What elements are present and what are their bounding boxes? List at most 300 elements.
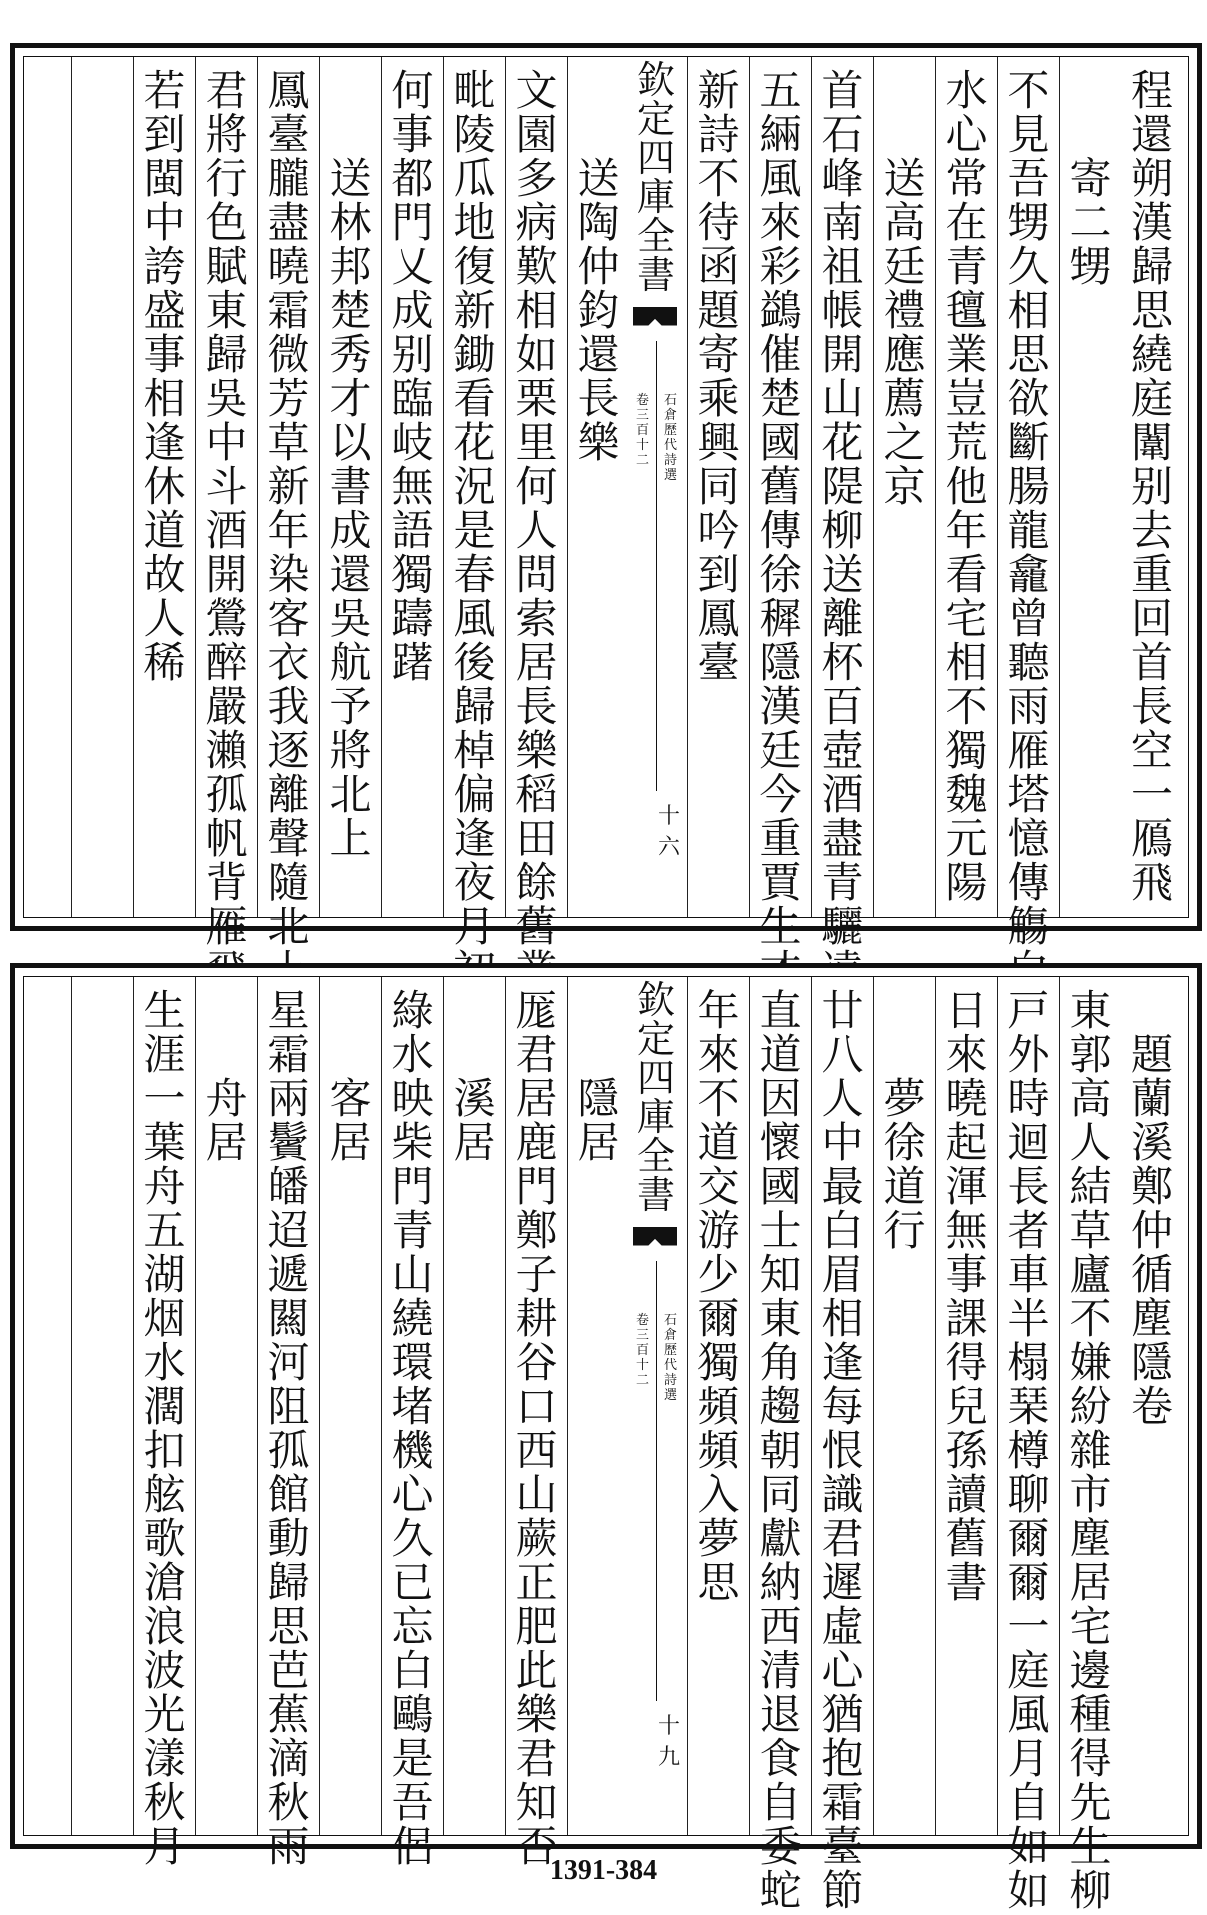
glyph: 朝 [759, 1426, 802, 1475]
glyph: 孫 [945, 1426, 988, 1475]
glyph: 北 [329, 770, 372, 819]
glyph: 氊 [945, 286, 988, 335]
band-title [627, 58, 685, 297]
poem-title [1059, 57, 1121, 917]
glyph: 薦 [883, 374, 926, 423]
glyph: 東 [759, 1294, 802, 1343]
glyph: 游 [697, 1206, 740, 1255]
glyph: 乂 [391, 242, 434, 291]
glyph: 相 [515, 286, 558, 335]
glyph: 背 [205, 858, 248, 907]
glyph: 谷 [515, 1338, 558, 1387]
glyph: 高 [883, 198, 926, 247]
glyph: 逢 [453, 814, 496, 863]
glyph: 定 [636, 1017, 675, 1061]
glyph: 滴 [267, 1734, 310, 1783]
glyph: 三 [635, 1328, 649, 1343]
glyph: 興 [697, 418, 740, 467]
glyph: 舊 [945, 1514, 988, 1563]
glyph: 高 [1069, 1074, 1112, 1123]
glyph: 偏 [453, 770, 496, 819]
glyph: 栗 [515, 374, 558, 423]
glyph: 予 [329, 682, 372, 731]
text-column [257, 977, 319, 1871]
glyph: 市 [1069, 1470, 1112, 1519]
glyph: 稀 [143, 638, 186, 687]
glyph: 來 [759, 198, 802, 247]
glyph: 遲 [821, 1558, 864, 1607]
glyph: 獨 [697, 1338, 740, 1387]
glyph: 寄 [1069, 154, 1112, 203]
glyph: 塵 [1069, 1514, 1112, 1563]
glyph: 去 [1130, 506, 1173, 555]
leaf-number: 十九 [657, 1714, 680, 1770]
glyph: 懷 [759, 1118, 802, 1167]
glyph: 歸 [453, 682, 496, 731]
glyph: 書 [329, 462, 372, 511]
glyph: 居 [515, 638, 558, 687]
glyph: 蕨 [515, 1514, 558, 1563]
glyph: 園 [515, 110, 558, 159]
glyph: 荒 [945, 418, 988, 467]
glyph: 涯 [143, 1030, 186, 1079]
glyph: 來 [945, 1030, 988, 1079]
glyph: 元 [945, 814, 988, 863]
glyph: 舊 [515, 902, 558, 951]
glyph: 蘭 [1130, 1074, 1173, 1123]
glyph: 爾 [697, 1294, 740, 1343]
glyph: 回 [1130, 594, 1173, 643]
glyph: 草 [267, 418, 310, 467]
glyph: 半 [1007, 1294, 1050, 1343]
glyph: 動 [267, 1514, 310, 1563]
glyph: 别 [1130, 462, 1173, 511]
glyph: 草 [1069, 1206, 1112, 1255]
glyph: 相 [945, 638, 988, 687]
glyph: 代 [663, 438, 677, 453]
glyph: 甥 [1069, 242, 1112, 291]
glyph: 别 [391, 330, 434, 379]
glyph: 闈 [1130, 418, 1173, 467]
book-title [663, 1313, 678, 1403]
glyph: 四 [636, 136, 675, 180]
glyph: 白 [391, 1646, 434, 1695]
glyph: 成 [329, 506, 372, 555]
glyph: 書 [636, 1173, 675, 1217]
glyph: 上 [329, 814, 372, 863]
glyph: 風 [759, 154, 802, 203]
glyph: 國 [759, 1162, 802, 1211]
glyph: 繞 [391, 1294, 434, 1343]
glyph: 同 [697, 462, 740, 511]
glyph: 題 [1130, 1030, 1173, 1079]
glyph: 卷 [1130, 1382, 1173, 1431]
text-column [811, 57, 873, 951]
glyph: 漾 [143, 1734, 186, 1783]
glyph: 索 [515, 594, 558, 643]
glyph: 在 [945, 198, 988, 247]
glyph: 以 [329, 418, 372, 467]
glyph: 清 [759, 1646, 802, 1695]
glyph: 月 [453, 902, 496, 951]
glyph: 歷 [663, 423, 677, 438]
glyph: 舷 [143, 1470, 186, 1519]
text-column [381, 57, 443, 917]
glyph: 青 [391, 1206, 434, 1255]
glyph: 如 [515, 330, 558, 379]
glyph: 溪 [1130, 1118, 1173, 1167]
glyph: 開 [205, 550, 248, 599]
glyph: 稻 [515, 770, 558, 819]
glyph: 久 [1007, 242, 1050, 291]
glyph: 傳 [1007, 858, 1050, 907]
glyph: 士 [759, 1206, 802, 1255]
glyph: 業 [945, 330, 988, 379]
glyph: 休 [143, 462, 186, 511]
glyph: 送 [329, 154, 372, 203]
empty-column [71, 57, 133, 917]
glyph: 林 [329, 198, 372, 247]
glyph: 函 [697, 242, 740, 291]
glyph: 逢 [143, 418, 186, 467]
glyph: 倉 [663, 408, 677, 423]
glyph: 者 [1007, 1206, 1050, 1255]
glyph: 車 [1007, 1250, 1050, 1299]
glyph: 君 [821, 1514, 864, 1563]
glyph: 兒 [945, 1382, 988, 1431]
text-column [935, 977, 997, 1835]
glyph: 因 [759, 1074, 802, 1123]
glyph: 事 [391, 110, 434, 159]
glyph: 航 [329, 638, 372, 687]
glyph: 陵 [453, 110, 496, 159]
poem-title [1121, 977, 1183, 1835]
glyph: 恨 [821, 1426, 864, 1475]
glyph: 循 [1130, 1250, 1173, 1299]
glyph: 重 [1130, 550, 1173, 599]
glyph: 帳 [821, 286, 864, 335]
glyph: 十 [635, 438, 649, 453]
glyph: 百 [821, 682, 864, 731]
glyph: 日 [945, 986, 988, 1035]
text-column [257, 57, 319, 951]
glyph: 憶 [1007, 814, 1050, 863]
glyph: 帆 [205, 814, 248, 863]
glyph: 地 [453, 198, 496, 247]
text-column [811, 977, 873, 1915]
glyph: 詩 [697, 110, 740, 159]
glyph: 吳 [205, 374, 248, 423]
glyph: 思 [697, 1558, 740, 1607]
glyph: 杯 [821, 638, 864, 687]
glyph: 霜 [821, 1778, 864, 1827]
glyph: 雨 [1007, 682, 1050, 731]
text-column [997, 57, 1059, 951]
glyph: 書 [636, 253, 675, 297]
glyph: 穉 [759, 594, 802, 643]
glyph: 已 [391, 1558, 434, 1607]
glyph: 雨 [267, 1822, 310, 1871]
glyph: 秋 [143, 1778, 186, 1827]
glyph: 心 [945, 110, 988, 159]
glyph: 曾 [1007, 594, 1050, 643]
glyph: 染 [267, 550, 310, 599]
glyph: 相 [1007, 286, 1050, 335]
glyph: 三 [635, 408, 649, 423]
glyph: 酒 [821, 770, 864, 819]
glyph: 柳 [1069, 1866, 1112, 1915]
glyph: 居 [329, 1118, 372, 1167]
glyph: 虛 [821, 1602, 864, 1651]
glyph: 送 [821, 550, 864, 599]
glyph: 將 [329, 726, 372, 775]
glyph: 歸 [267, 1558, 310, 1607]
glyph: 徐 [759, 550, 802, 599]
poem-title [443, 977, 505, 1835]
glyph: 滄 [143, 1558, 186, 1607]
glyph: 得 [945, 1338, 988, 1387]
glyph: 久 [391, 1514, 434, 1563]
poem-title [319, 57, 381, 917]
glyph: 酒 [205, 506, 248, 555]
glyph: 起 [945, 1118, 988, 1167]
glyph: 花 [821, 418, 864, 467]
glyph: 國 [759, 418, 802, 467]
glyph: 道 [143, 506, 186, 555]
glyph: 委 [759, 1822, 802, 1871]
glyph: 樂 [577, 418, 620, 467]
glyph: 雜 [1069, 1426, 1112, 1475]
text-column [1121, 57, 1183, 917]
glyph: 來 [697, 1030, 740, 1079]
center-band [627, 977, 685, 1835]
glyph: 否 [515, 1822, 558, 1871]
leaf-number: 十六 [657, 804, 680, 860]
glyph: 全 [636, 1134, 675, 1178]
glyph: 一 [1007, 1602, 1050, 1651]
glyph: 選 [663, 468, 677, 483]
glyph: 樂 [515, 726, 558, 775]
glyph: 詩 [663, 1373, 677, 1388]
glyph: 鳳 [267, 66, 310, 115]
glyph: 廷 [883, 242, 926, 291]
folio-number: 1391-384 [549, 1855, 658, 1886]
glyph: 東 [1069, 986, 1112, 1035]
empty-column [71, 977, 133, 1835]
glyph: 中 [143, 198, 186, 247]
glyph: 嚴 [205, 682, 248, 731]
glyph: 心 [391, 1470, 434, 1519]
glyph: 仲 [1130, 1206, 1173, 1255]
glyph: 若 [143, 66, 186, 115]
glyph: 文 [515, 66, 558, 115]
glyph: 如 [1007, 1866, 1050, 1915]
glyph: 欽 [636, 58, 675, 102]
glyph: 知 [515, 1778, 558, 1827]
glyph: 納 [759, 1558, 802, 1607]
glyph: 迢 [267, 1206, 310, 1255]
glyph: 浪 [143, 1602, 186, 1651]
glyph: 臨 [391, 374, 434, 423]
glyph: 何 [391, 66, 434, 115]
glyph: 鄭 [515, 1206, 558, 1255]
glyph: 舊 [759, 462, 802, 511]
glyph: 肥 [515, 1602, 558, 1651]
glyph: 聲 [267, 814, 310, 863]
glyph: 十 [635, 1358, 649, 1373]
glyph: 皤 [267, 1162, 310, 1211]
volume-number [635, 393, 650, 468]
glyph: 退 [759, 1690, 802, 1739]
glyph: 應 [883, 330, 926, 379]
glyph: 長 [1130, 682, 1173, 731]
glyph: 讀 [945, 1470, 988, 1519]
glyph: 都 [391, 154, 434, 203]
glyph: 無 [945, 1206, 988, 1255]
glyph: 曉 [945, 1074, 988, 1123]
glyph: 柴 [391, 1118, 434, 1167]
glyph: 新 [267, 462, 310, 511]
glyph: 陽 [945, 858, 988, 907]
glyph: 夜 [453, 858, 496, 907]
glyph: 問 [515, 550, 558, 599]
glyph: 正 [515, 1558, 558, 1607]
text-column [1059, 977, 1121, 1915]
glyph: 首 [821, 66, 864, 115]
glyph: 吳 [329, 594, 372, 643]
glyph: 蛇 [759, 1866, 802, 1915]
glyph: 常 [945, 154, 988, 203]
glyph: 他 [945, 462, 988, 511]
glyph: 山 [515, 1470, 558, 1519]
glyph: 夢 [883, 1074, 926, 1123]
glyph: 里 [515, 418, 558, 467]
glyph: 禮 [883, 286, 926, 335]
glyph: 賈 [759, 858, 802, 907]
glyph: 居 [205, 1118, 248, 1167]
glyph: 離 [821, 594, 864, 643]
glyph: 二 [1069, 198, 1112, 247]
glyph: 盛 [143, 286, 186, 335]
glyph: 鋤 [453, 330, 496, 379]
glyph: 柳 [821, 506, 864, 555]
glyph: 傳 [759, 506, 802, 555]
glyph: 長 [577, 374, 620, 423]
glyph: 京 [883, 462, 926, 511]
glyph: 我 [267, 682, 310, 731]
glyph: 每 [821, 1382, 864, 1431]
glyph: 直 [759, 986, 802, 1035]
glyph: 獨 [391, 550, 434, 599]
glyph: 斷 [1007, 418, 1050, 467]
glyph: 隄 [821, 462, 864, 511]
glyph: 百 [635, 1343, 649, 1358]
glyph: 人 [1069, 1118, 1112, 1167]
glyph: 還 [1130, 110, 1173, 159]
glyph: 送 [883, 154, 926, 203]
glyph: 塔 [1007, 770, 1050, 819]
glyph: 爾 [1007, 1514, 1050, 1563]
glyph: 何 [515, 462, 558, 511]
glyph: 光 [143, 1690, 186, 1739]
glyph: 欲 [1007, 374, 1050, 423]
glyph: 霜 [267, 286, 310, 335]
glyph: 鈞 [577, 286, 620, 335]
glyph: 外 [1007, 1030, 1050, 1079]
glyph: 堵 [391, 1382, 434, 1431]
fish-tail-mark [633, 307, 677, 341]
glyph: 相 [143, 374, 186, 423]
glyph: 雁 [205, 902, 248, 951]
glyph: 仲 [577, 242, 620, 291]
glyph: 賦 [205, 242, 248, 291]
glyph: 南 [821, 198, 864, 247]
glyph: 北 [267, 902, 310, 951]
glyph: 思 [267, 1602, 310, 1651]
glyph: 五 [143, 1206, 186, 1255]
text-column [749, 57, 811, 951]
glyph: 客 [329, 1074, 372, 1123]
glyph: 頻 [697, 1426, 740, 1475]
glyph: 猶 [821, 1690, 864, 1739]
glyph: 庫 [636, 1095, 675, 1139]
glyph: 漢 [759, 682, 802, 731]
glyph: 事 [945, 1250, 988, 1299]
glyph: 年 [267, 506, 310, 555]
text-column [687, 977, 749, 1835]
glyph: 石 [663, 393, 677, 408]
glyph: 闗 [267, 1294, 310, 1343]
glyph: 多 [515, 154, 558, 203]
glyph: 衣 [267, 638, 310, 687]
glyph: 飛 [1130, 858, 1173, 907]
text-column [505, 977, 567, 1871]
glyph: 行 [205, 154, 248, 203]
glyph: 眉 [821, 1250, 864, 1299]
glyph: 庭 [1007, 1646, 1050, 1695]
glyph: 閩 [143, 154, 186, 203]
glyph: 獨 [945, 726, 988, 775]
glyph: 青 [821, 858, 864, 907]
glyph: 歷 [663, 1343, 677, 1358]
glyph: 豈 [945, 374, 988, 423]
glyph: 毗 [453, 66, 496, 115]
glyph: 先 [1069, 1778, 1112, 1827]
glyph: 不 [697, 1074, 740, 1123]
glyph: 定 [636, 97, 675, 141]
glyph: 庭 [1130, 374, 1173, 423]
glyph: 水 [945, 66, 988, 115]
volume-number [635, 1313, 650, 1388]
glyph: 抱 [821, 1734, 864, 1783]
glyph: 芳 [267, 374, 310, 423]
glyph: 卷 [635, 1313, 649, 1328]
glyph: 誇 [143, 242, 186, 291]
glyph: 空 [1130, 726, 1173, 775]
glyph: 鬢 [267, 1118, 310, 1167]
text-column [505, 57, 567, 951]
text-column [133, 977, 195, 1871]
glyph: 郭 [1069, 1030, 1112, 1079]
text-column [381, 977, 443, 1871]
glyph: 龕 [1007, 550, 1050, 599]
glyph: 還 [329, 550, 372, 599]
glyph: 乘 [697, 374, 740, 423]
glyph: 樽 [1007, 1426, 1050, 1475]
glyph: 秋 [267, 1778, 310, 1827]
glyph: 湖 [143, 1250, 186, 1299]
glyph: 故 [143, 550, 186, 599]
